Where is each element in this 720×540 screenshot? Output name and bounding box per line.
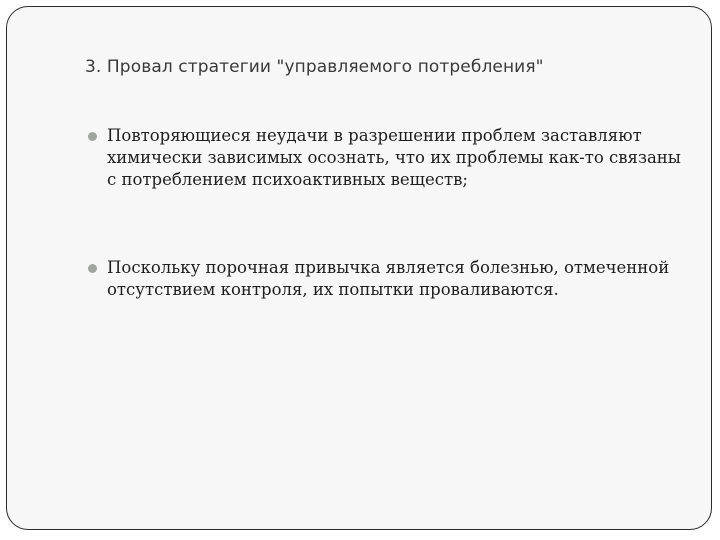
bullet-dot-icon <box>88 132 97 141</box>
bullet-dot-icon <box>88 264 97 273</box>
bullet-text: Поскольку порочная привычка является болезнью, отмеченной отсутствием контроля, их попытки проваливаются. <box>107 258 670 299</box>
list-item <box>87 125 687 191</box>
bullet-list <box>87 125 687 301</box>
bullet-text: Повторяющиеся неудачи в разрешении проблем заставляют химически зависимых осознать, что их проблемы как-то связаны с потреблением психоактивных веществ; <box>107 126 681 189</box>
slide-frame <box>6 6 712 530</box>
list-item <box>87 257 687 301</box>
slide-title: 3. Провал стратегии "управляемого потребления" <box>85 57 544 77</box>
